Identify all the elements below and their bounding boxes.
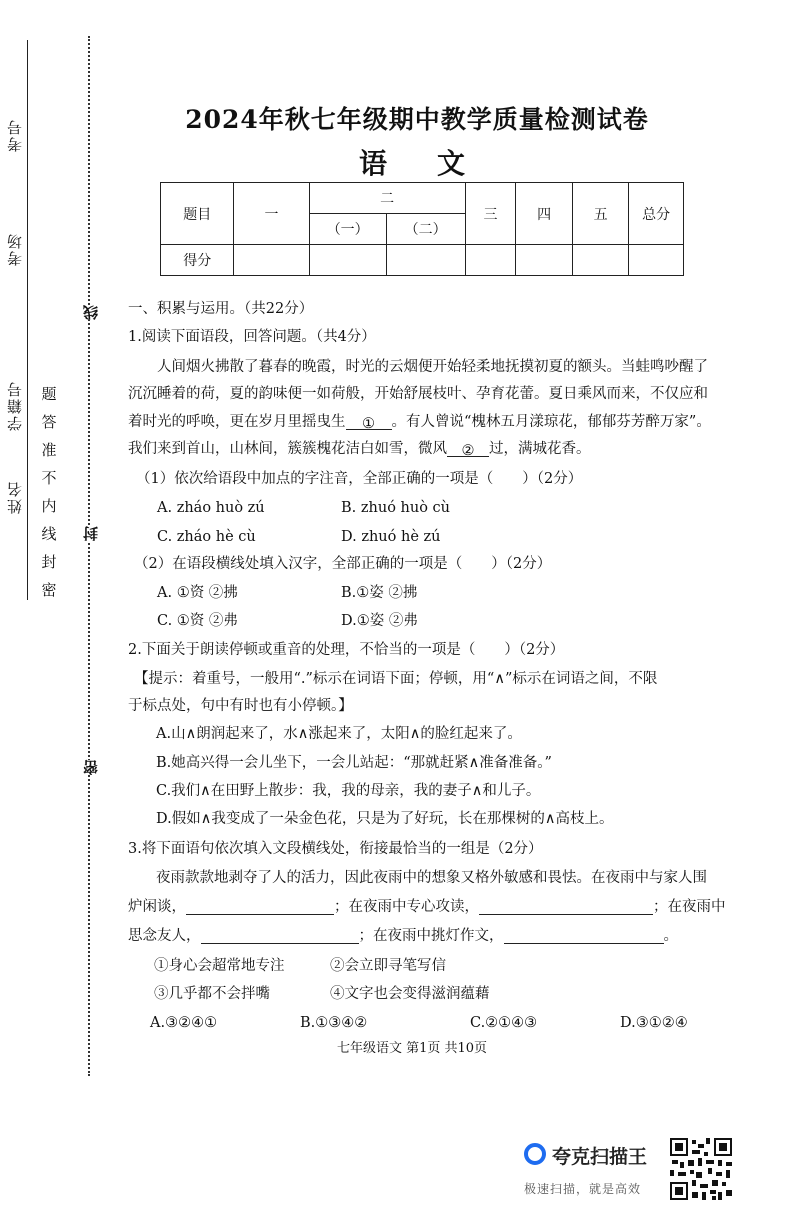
fill-blank[interactable] — [201, 931, 359, 944]
q3-option-b[interactable]: B.①③④② — [300, 1015, 368, 1031]
q3-option-d[interactable]: D.③①②④ — [620, 1015, 688, 1031]
section-heading: 一、积累与运用。（共22分） — [128, 301, 314, 317]
q2-option-a[interactable]: A.山∧朗润起来了，水∧涨起来了，太阳∧的脸红起来了。 — [156, 726, 522, 742]
score-table-col-total: 总分 — [629, 183, 684, 245]
score-table — [160, 182, 684, 276]
binding-label-student-id: 学籍号 — [6, 380, 24, 431]
binding-notice: 题 答 准 不 内 线 封 密 — [41, 385, 57, 599]
seal-dotted-line — [88, 36, 90, 1076]
q3-sentence-1: ①身心会超常地专注 — [154, 958, 285, 974]
q3-passage-line: 炉闲谈， ；在夜雨中专心攻读， ；在夜雨中 — [128, 899, 726, 915]
seal-char-secret: 密 — [82, 760, 100, 775]
score-table-col-1: 一 — [234, 183, 309, 245]
score-cell[interactable] — [516, 245, 572, 276]
scanner-slogan: 极速扫描，就是高效 — [524, 1182, 642, 1196]
page-footer: 七年级语文 第1页 共10页 — [336, 1041, 488, 1056]
qr-code-icon — [668, 1136, 734, 1202]
fill-blank-2[interactable]: ② — [447, 444, 489, 457]
q3-option-c[interactable]: C.②①④③ — [470, 1015, 538, 1031]
q3-passage-line: 夜雨款款地剥夺了人的活力，因此夜雨中的想象又格外敏感和畏怯。在夜雨中与家人围 — [156, 870, 707, 886]
q1-passage-line: 我们来到首山，山林间，簇簇槐花洁白如雪，微风 ② 过，满城花香。 — [128, 441, 591, 459]
q2-tip-line: 于标点处，句中有时也有小停顿。】 — [128, 698, 353, 714]
q1-sub2-option-c[interactable]: C. ①资 ②弗 — [157, 613, 238, 629]
score-table-header-items: 题目 — [161, 183, 234, 245]
score-table-col-4: 四 — [516, 183, 572, 245]
binding-label-name: 姓名 — [6, 480, 24, 514]
score-table-col-2: 二 — [309, 183, 465, 214]
q3-sentence-4: ④文字也会变得滋润蕴藉 — [330, 986, 490, 1002]
score-cell[interactable] — [386, 245, 465, 276]
fill-blank[interactable] — [186, 902, 334, 915]
q1-sub1-option-c[interactable]: C. zháo hè cù — [157, 529, 256, 545]
score-cell[interactable] — [629, 245, 684, 276]
q1-sub-question-2: （2）在语段横线处填入汉字，全部正确的一项是（ ）（2分） — [134, 556, 552, 572]
score-cell[interactable] — [572, 245, 628, 276]
score-table-col-5: 五 — [572, 183, 628, 245]
fill-blank-1[interactable]: ① — [346, 417, 392, 430]
q3-passage-line: 思念友人， ；在夜雨中挑灯作文， 。 — [128, 928, 678, 944]
fill-blank[interactable] — [479, 902, 653, 915]
q1-sub1-option-d[interactable]: D. zhuó hè zú — [341, 529, 441, 545]
score-table-col-3: 三 — [465, 183, 516, 245]
score-table-col-2-sub-1: （一） — [309, 214, 386, 245]
q2-option-d[interactable]: D.假如∧我变成了一朵金色花，只是为了好玩，长在那棵树的∧高枝上。 — [156, 811, 614, 827]
question-3-stem: 3.将下面语句依次填入文段横线处，衔接最恰当的一组是（2分） — [128, 841, 543, 857]
score-cell[interactable] — [234, 245, 309, 276]
fill-blank[interactable] — [504, 931, 664, 944]
score-table-row-label: 得分 — [161, 245, 234, 276]
exam-subject: 语文 — [358, 147, 515, 180]
q1-sub1-option-b[interactable]: B. zhuó huò cù — [341, 500, 451, 516]
q3-sentence-3: ③几乎都不会拌嘴 — [154, 986, 270, 1002]
q2-option-c[interactable]: C.我们∧在田野上散步：我，我的母亲，我的妻子∧和儿子。 — [156, 783, 541, 799]
binding-label-exam-room: 考场 — [6, 232, 24, 266]
seal-char-seal: 封 — [82, 526, 100, 541]
q1-sub-question-1: （1）依次给语段中加点的字注音，全部正确的一项是（ ）（2分） — [136, 471, 583, 487]
score-table-col-2-sub-2: （二） — [386, 214, 465, 245]
scanner-brand: 夸克扫描王 — [552, 1146, 648, 1168]
q3-option-a[interactable]: A.③②④① — [150, 1015, 218, 1031]
q1-passage-line: 人间烟火拂散了暮春的晚霞，时光的云烟便开始轻柔地抚摸初夏的额头。当蛙鸣吵醒了 — [157, 359, 708, 375]
q1-sub2-option-d[interactable]: D.①姿 ②弗 — [341, 613, 418, 629]
binding-label-exam-no: 考号 — [6, 118, 24, 152]
seal-char-line: 线 — [82, 305, 100, 320]
score-cell[interactable] — [309, 245, 386, 276]
q2-option-b[interactable]: B.她高兴得一会儿坐下，一会儿站起：“那就赶紧∧准备准备。” — [156, 755, 552, 771]
question-1-stem: 1.阅读下面语段，回答问题。（共4分） — [128, 329, 376, 345]
question-2-stem: 2.下面关于朗读停顿或重音的处理，不恰当的一项是（ ）（2分） — [128, 642, 565, 658]
exam-title: 2024年秋七年级期中教学质量检测试卷 — [185, 105, 649, 134]
q1-passage-line: 沉沉睡着的荷，夏的韵味便一如荷般，开始舒展枝叶、孕育花蕾。夏日乘风而来，不仅应和 — [128, 386, 708, 402]
q2-tip-line: 【提示：着重号，一般用“.”标示在词语下面；停顿，用“∧”标示在词语之间，不限 — [134, 671, 658, 687]
score-cell[interactable] — [465, 245, 516, 276]
q1-sub2-option-b[interactable]: B.①姿 ②拂 — [341, 585, 418, 601]
q1-sub1-option-a[interactable]: A. zháo huò zú — [157, 500, 265, 516]
q1-sub2-option-a[interactable]: A. ①资 ②拂 — [157, 585, 238, 601]
q3-sentence-2: ②会立即寻笔写信 — [330, 958, 446, 974]
q1-passage-line: 着时光的呼唤，更在岁月里摇曳生 ① 。有人曾说“槐林五月漾琼花，郁郁芬芳醉万家”。 — [128, 414, 711, 432]
